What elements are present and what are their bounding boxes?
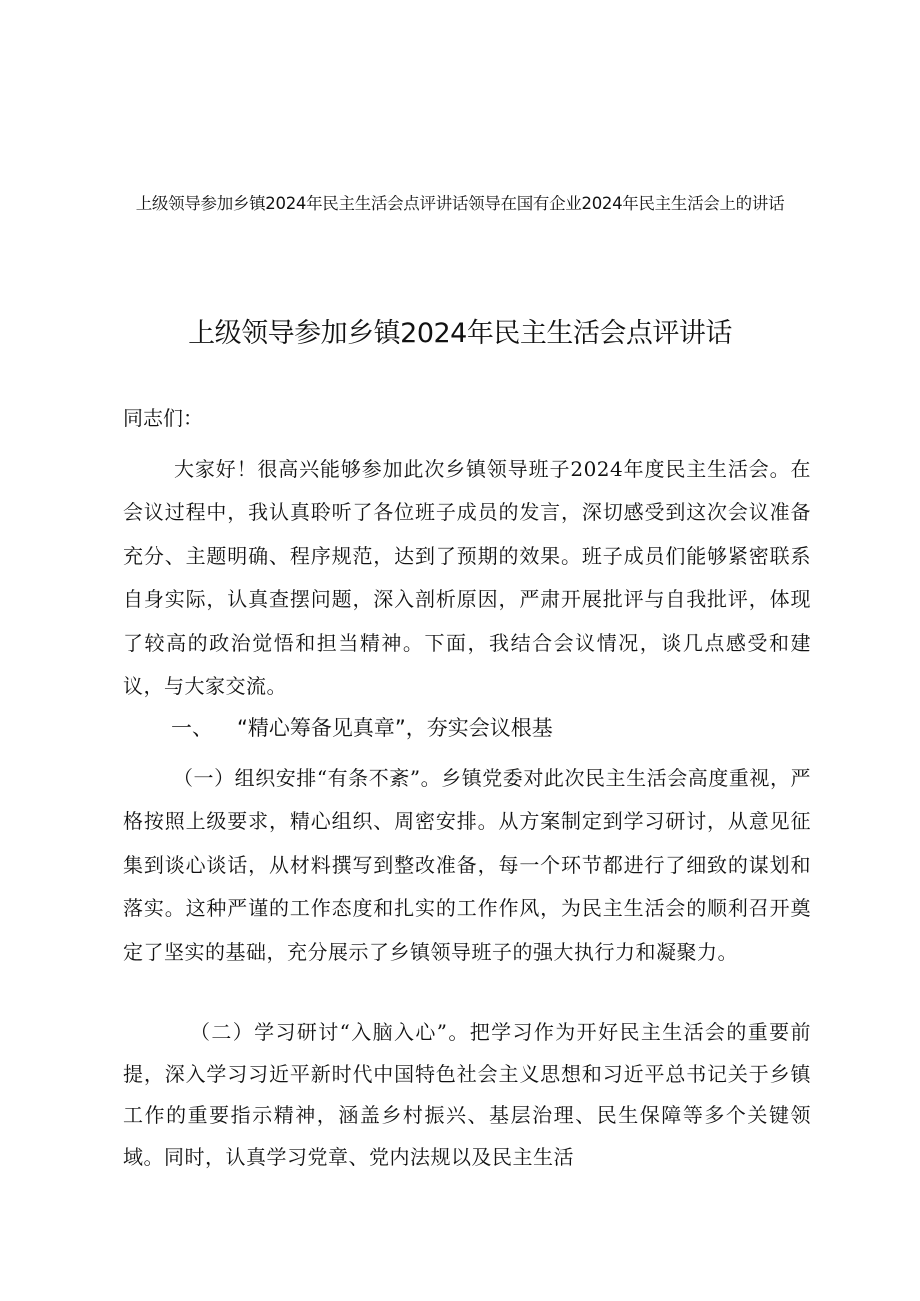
- section-heading-1: [171, 712, 553, 742]
- paragraph-intro: 大家好！很高兴能够参加此次乡镇领导班子2024年度民主生活会。在会议过程中，我认真聆听了各位班子成员的发言，深切感受到这次会议准备充分、主题明确、程序规范，达到了预期的效果。班子成员们能够紧密联系自身实际，认真查摆问题，深入剖析原因，严肃开展批评与自我批评，体现了较高的政治觉悟和担当精神。下面，我结合会议情况，谈几点感受和建议，与大家交流。: [123, 457, 811, 699]
- section-number: 一、: [171, 716, 213, 740]
- paragraph-section1-item1: （一）组织安排“有条不紊”。乡镇党委对此次民主生活会高度重视，严格按照上级要求，精心组织、周密安排。从方案制定到学习研讨，从意见征集到谈心谈话，从材料撰写到整改准备，每一个环节都进行了细致的谋划和落实。这种严谨的工作态度和扎实的工作作风，为民主生活会的顺利召开奠定了坚实的基础，充分展示了乡镇领导班子的强大执行力和凝聚力。: [123, 766, 811, 964]
- document-header-line: 上级领导参加乡镇2024年民主生活会点评讲话领导在国有企业2024年民主生活会上的讲话: [135, 194, 785, 213]
- paragraph-section1-item2: （二）学习研讨“入脑入心”。把学习作为开好民主生活会的重要前提，深入学习习近平新时代中国特色社会主义思想和习近平总书记关于乡镇工作的重要指示精神，涵盖乡村振兴、基层治理、民生保障等多个关键领域。同时，认真学习党章、党内法规以及民主生活: [123, 1020, 811, 1169]
- salutation: 同志们：: [123, 406, 203, 430]
- section-title: “精心筹备见真章”，夯实会议根基: [237, 716, 553, 740]
- document-title: 上级领导参加乡镇2024年民主生活会点评讲话: [188, 318, 732, 349]
